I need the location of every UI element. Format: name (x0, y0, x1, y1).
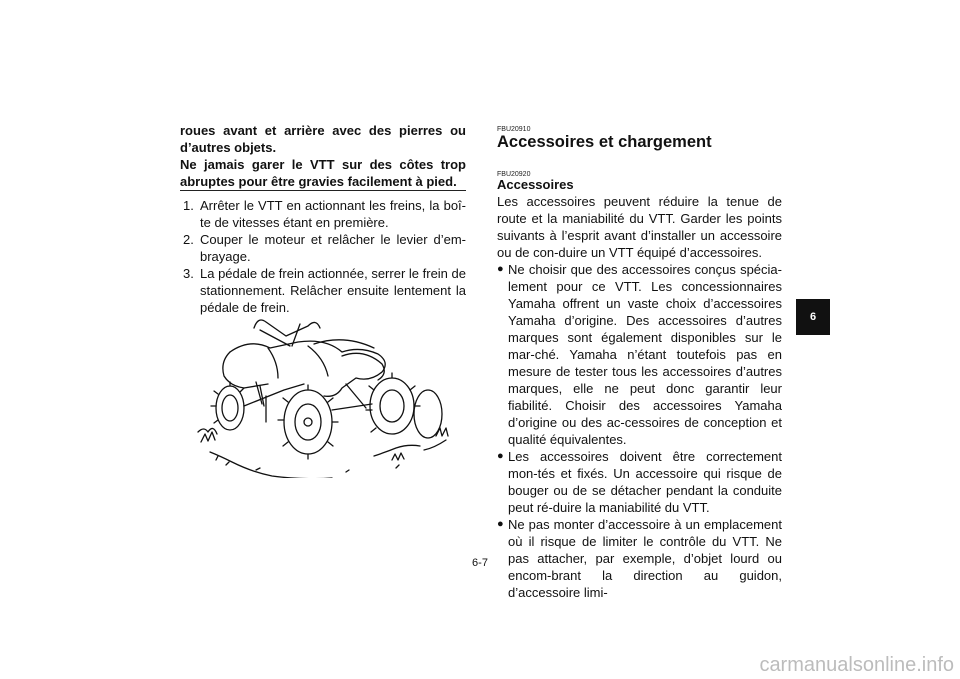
section-code: FBU20910 (497, 126, 531, 133)
bullet-text: Les accessoires doivent être correctement mon-tés et fixés. Un accessoire qui risque de bouger ou de se détacher pendant la conduite peut ré-duire la maniabilité du VTT. (508, 449, 782, 515)
bullet-item (497, 448, 782, 516)
warning-block (180, 122, 466, 190)
bullet-icon: ● (497, 518, 504, 530)
watermark: carmanualsonline.info (759, 654, 954, 676)
bullet-item (497, 516, 782, 601)
bullet-text: Ne choisir que des accessoires conçus spécia-lement pour ce VTT. Les concessionnaires Yamaha offrent un vaste choix d’accessoires Yamaha d’origine. Des accessoires d’autres marques sont également disponibles sur le mar-ché. Yamaha n’étant toutefois pas en mesure de tester tous les accessoires d’autres marques, elle ne peut donc garantir leur fiabilité. Choisir des accessoires Yamaha d’origine ou des ac-cessoires de conception et qualité équivalentes. (508, 262, 782, 447)
intro-paragraph: Les accessoires peuvent réduire la tenue de route et la maniabilité du VTT. Garder les points suivants à l’esprit avant d’installer un accessoire ou de con-duire un VTT équipé d’accessoires. (497, 194, 782, 260)
step-text: Couper le moteur et relâcher le levier d’em-brayage. (200, 232, 466, 264)
accessory-bullet-list (497, 261, 782, 601)
bullet-text: Ne pas monter d’accessoire à un emplacement où il risque de limiter le contrôle du VTT. Ne pas attacher, par exemple, d’objet lourd ou encom-brant la direction au guidon, d’accessoire limi- (508, 517, 782, 600)
step-text: Arrêter le VTT en actionnant les freins, la boî-te de vitesses étant en première. (200, 198, 466, 230)
step-item (180, 265, 466, 316)
bullet-icon: ● (497, 450, 504, 462)
step-number: 1. (183, 198, 194, 213)
step-item (180, 231, 466, 265)
warning-divider (180, 190, 466, 191)
step-number: 3. (183, 266, 194, 281)
bullet-item (497, 261, 782, 448)
steps-list (180, 197, 466, 316)
warning-line-2: Ne jamais garer le VTT sur des côtes trop abruptes pour être gravies facilement à pied. (180, 157, 466, 189)
chapter-tab: 6 (796, 299, 830, 335)
step-number: 2. (183, 232, 194, 247)
warning-line-1: roues avant et arrière avec des pierres ou d’autres objets. (180, 123, 466, 155)
subsection-heading: Accessoires (497, 177, 574, 192)
section-heading: Accessoires et chargement (497, 133, 712, 151)
bullet-icon: ● (497, 263, 504, 275)
atv-parked-on-slope-illustration (196, 310, 454, 478)
subsection-code: FBU20920 (497, 171, 531, 178)
step-text: La pédale de frein actionnée, serrer le frein de stationnement. Relâcher ensuite lentement la pédale de frein. (200, 266, 466, 315)
page-number: 6-7 (472, 557, 488, 569)
step-item (180, 197, 466, 231)
